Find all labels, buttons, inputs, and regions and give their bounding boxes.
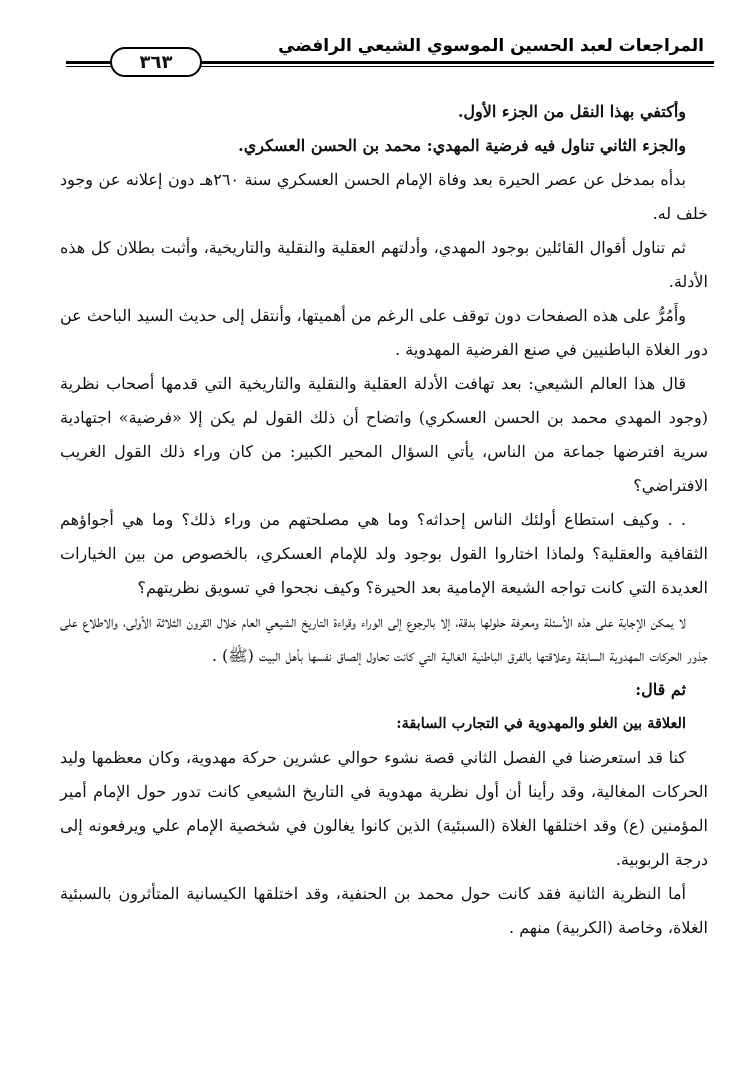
paragraph: لا يمكن الإجابة على هذه الأسئلة ومعرفة حلولها بدقة، إلا بالرجوع إلى الوراء وقراءة التاريخ الشيعي العام خلال القرون الثلاثة الأولى، والاطلاع على جذور الحركات المهدوية السابقة وعلاقتها بالفرق الباطنية الغالية التي كانت تحاول إلصاق نفسها بأهل البيت (ﷺ) .	[60, 612, 708, 665]
paragraph: قال هذا العالم الشيعي: بعد تهافت الأدلة العقلية والنقلية والتاريخية التي قدمها أصحاب نظرية (وجود المهدي محمد بن الحسن العسكري) واتضاح أن ذلك القول لم يكن إلا «فرضية» اجتهادية سرية افترضها جماعة من الناس، يأتي السؤال المحير الكبير: من كان وراء ذلك القول الغريب الافتراضي؟	[60, 374, 708, 495]
paragraph: . . وكيف استطاع أولئك الناس إحداثه؟ وما هي مصلحتهم من وراء ذلك؟ وما هي أجواؤهم الثقافية والعقلية؟ ولماذا اختاروا القول بوجود ولد للإمام العسكري، بالخصوص من بين الخيارات العديدة التي كانت تواجه الشيعة الإمامية بعد الحيرة؟ وكيف نجحوا في تسويق نظريتهم؟	[60, 510, 708, 597]
section-subheading: العلاقة بين الغلو والمهدوية في التجارب السابقة:	[396, 715, 686, 732]
running-title: المراجعات لعبد الحسين الموسوي الشيعي الرافضي	[278, 36, 704, 56]
page-number-frame	[110, 47, 202, 77]
paragraph: ثم قال:	[635, 680, 686, 699]
body-text	[60, 95, 708, 945]
paragraph: بدأه بمدخل عن عصر الحيرة بعد وفاة الإمام الحسن العسكري سنة ٢٦٠هـ دون إعلانه عن وجود خلف له.	[60, 170, 708, 223]
paragraph: والجزء الثاني تناول فيه فرضية المهدي: محمد بن الحسن العسكري.	[238, 136, 686, 155]
paragraph: ثم تناول أقوال القائلين بوجود المهدي، وأدلتهم العقلية والنقلية والتاريخية، وأثبت بطلان كل هذه الأدلة.	[60, 238, 708, 291]
paragraph: أما النظرية الثانية فقد كانت حول محمد بن الحنفية، وقد اختلقها الكيسانية المتأثرون بالسبئية الغلاة، وخاصة (الكربية) منهم .	[60, 884, 708, 937]
page-number: ٣٦٣	[139, 51, 173, 73]
paragraph: وأكتفي بهذا النقل من الجزء الأول.	[457, 102, 686, 121]
paragraph: كنا قد استعرضنا في الفصل الثاني قصة نشوء حوالي عشرين حركة مهدوية، وكان معظمها وليد الحركات المغالية، وقد رأينا أن أول نظرية مهدوية في التاريخ الشيعي كانت تدور حول الإمام أمير المؤمنين (ع) وقد اختلقها الغلاة (السبئية) الذين كانوا يغالون في شخصية الإمام علي ويرفعونه إلى درجة الربوبية.	[60, 748, 709, 869]
paragraph: وأَمُرُّ على هذه الصفحات دون توقف على الرغم من أهميتها، وأنتقل إلى حديث السيد الباحث عن دور الغلاة الباطنيين في صنع الفرضية المهدوية .	[60, 306, 708, 359]
page-header	[66, 28, 714, 76]
